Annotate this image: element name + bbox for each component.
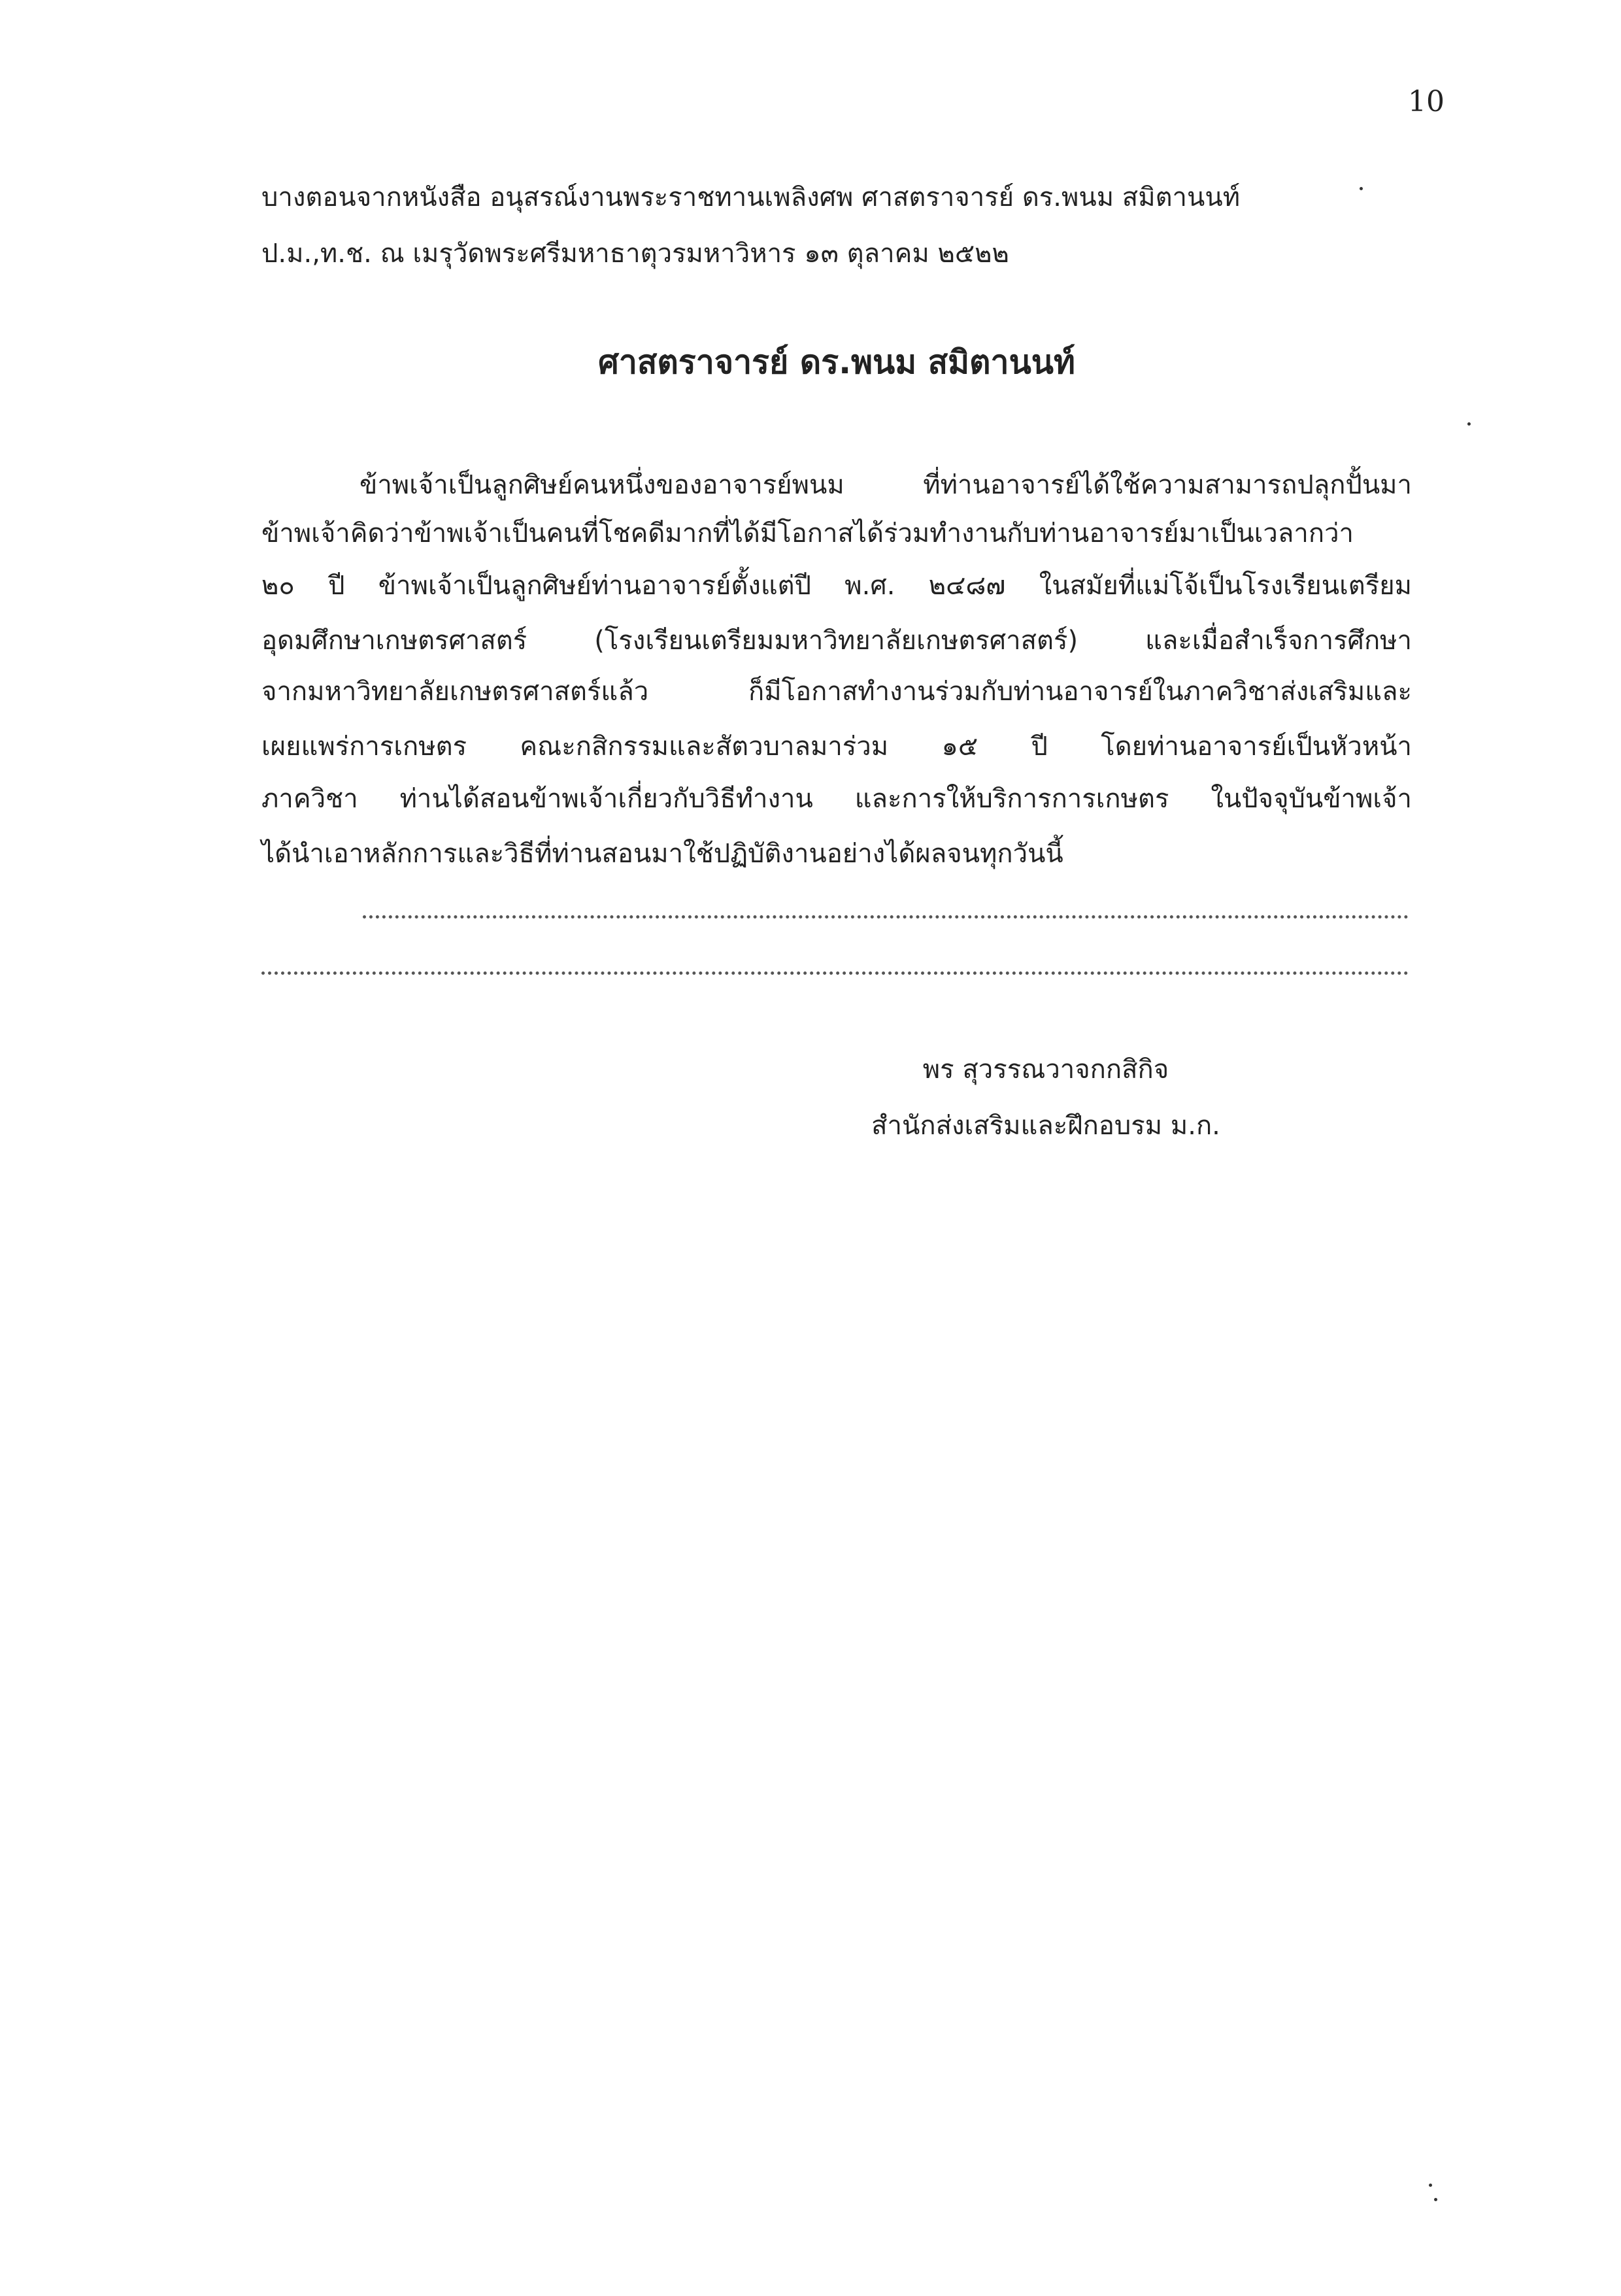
scan-speck bbox=[1467, 422, 1471, 426]
scan-speck bbox=[1429, 2184, 1432, 2187]
source-note-line-2: ป.ม.,ท.ช. ณ เมรุวัดพระศรีมหาธาตุวรมหาวิหาร ๑๓ ตุลาคม ๒๕๒๒ bbox=[261, 239, 1009, 269]
dotted-line-1 bbox=[363, 915, 1409, 919]
body-line-8: ได้นำเอาหลักการและวิธีที่ท่านสอนมาใช้ปฏิบัติงานอย่างได้ผลจนทุกวันนี้ bbox=[261, 839, 1063, 869]
body-line-6: เผยแพร่การเกษตร คณะกสิกรรมและสัตวบาลมาร่วม ๑๕ ปี โดยท่านอาจารย์เป็นหัวหน้า bbox=[261, 732, 1412, 762]
page-number: 10 bbox=[1408, 85, 1445, 118]
body-line-5: จากมหาวิทยาลัยเกษตรศาสตร์แล้ว ก็มีโอกาสทำงานร่วมกับท่านอาจารย์ในภาควิชาส่งเสริมและ bbox=[261, 677, 1412, 707]
dotted-line-2 bbox=[261, 971, 1409, 975]
signature-office: สำนักส่งเสริมและฝึกอบรม ม.ก. bbox=[871, 1111, 1220, 1141]
body-line-7: ภาควิชา ท่านได้สอนข้าพเจ้าเกี่ยวกับวิธีทำงาน และการให้บริการการเกษตร ในปัจจุบันข้าพเจ้า bbox=[261, 784, 1412, 814]
body-line-4: อุดมศึกษาเกษตรศาสตร์ (โรงเรียนเตรียมมหาวิทยาลัยเกษตรศาสตร์) และเมื่อสำเร็จการศึกษา bbox=[261, 626, 1412, 656]
body-line-1: ข้าพเจ้าเป็นลูกศิษย์คนหนึ่งของอาจารย์พนม ที่ท่านอาจารย์ได้ใช้ความสามารถปลุกปั้นมา bbox=[359, 470, 1412, 500]
heading: ศาสตราจารย์ ดร.พนม สมิตานนท์ bbox=[598, 343, 1075, 381]
body-line-3: ๒๐ ปี ข้าพเจ้าเป็นลูกศิษย์ท่านอาจารย์ตั้งแต่ปี พ.ศ. ๒๔๘๗ ในสมัยที่แม่โจ้เป็นโรงเรียนเตรียม bbox=[261, 571, 1412, 601]
scan-speck bbox=[1434, 2198, 1437, 2201]
source-note-line-1: บางตอนจากหนังสือ อนุสรณ์งานพระราชทานเพลิงศพ ศาสตราจารย์ ดร.พนม สมิตานนท์ bbox=[261, 182, 1241, 212]
signature-name: พร สุวรรณวาจกกสิกิจ bbox=[922, 1055, 1169, 1085]
body-line-2: ข้าพเจ้าคิดว่าข้าพเจ้าเป็นคนที่โชคดีมากที่ได้มีโอกาสได้ร่วมทำงานกับท่านอาจารย์มาเป็นเวลากว่า bbox=[261, 518, 1354, 549]
scan-speck bbox=[1360, 187, 1363, 190]
